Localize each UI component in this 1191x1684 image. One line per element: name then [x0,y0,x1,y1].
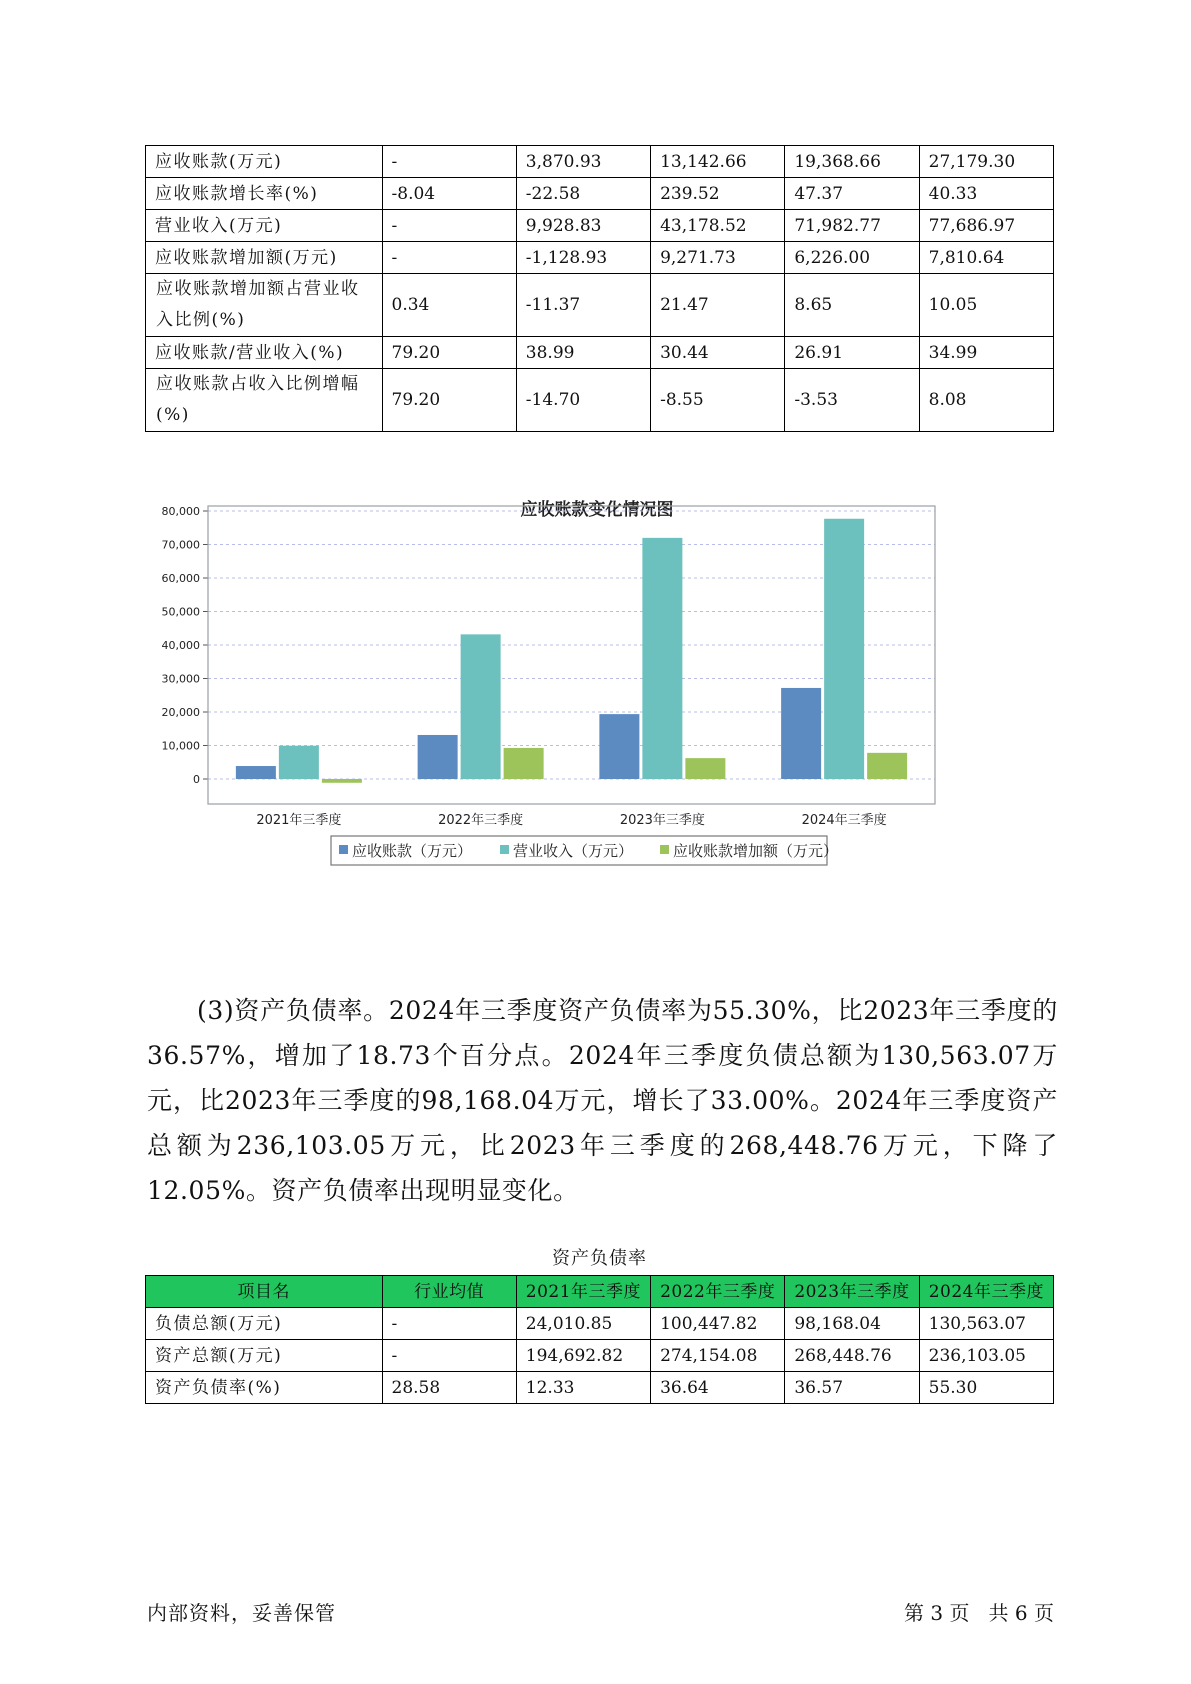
cell: -22.58 [516,178,650,210]
x-tick-label: 2023年三季度 [619,813,705,828]
y-tick-label: 40,000 [161,639,200,652]
y-tick-label: 0 [193,773,200,786]
table-row [146,1372,1054,1404]
cell: 7,810.64 [919,242,1053,274]
row-label: 应收账款增加额占营业收入比例(%) [146,274,383,337]
cell: 55.30 [919,1372,1053,1404]
header-cell: 2024年三季度 [919,1276,1053,1308]
chart-legend [331,836,838,865]
footer-confidential-note: 内部资料，妥善保管 [147,1601,336,1625]
cell: 36.57 [785,1372,919,1404]
x-tick-label: 2021年三季度 [256,813,342,828]
cell: 9,271.73 [651,242,785,274]
cell: 98,168.04 [785,1308,919,1340]
cell: 13,142.66 [651,146,785,178]
table-row [146,242,1054,274]
cell: 79.20 [382,369,516,432]
table-row [146,1308,1054,1340]
row-label: 负债总额(万元) [146,1308,383,1340]
row-label: 营业收入(万元) [146,210,383,242]
chart-svg [145,492,1025,952]
bar [599,714,639,779]
cell: -14.70 [516,369,650,432]
debt-ratio-table-title: 资产负债率 [552,1248,647,1269]
cell: 30.44 [651,337,785,369]
y-tick-label: 20,000 [161,706,200,719]
header-cell: 项目名 [146,1276,383,1308]
legend-swatch [660,845,669,854]
row-label: 资产负债率(%) [146,1372,383,1404]
y-tick-label: 60,000 [161,572,200,585]
table-row [146,369,1054,432]
header-cell: 2023年三季度 [785,1276,919,1308]
cell: 268,448.76 [785,1340,919,1372]
legend-label: 营业收入（万元） [513,842,634,860]
table-row [146,274,1054,337]
cell: 6,226.00 [785,242,919,274]
y-tick-label: 50,000 [161,605,200,619]
cell: 274,154.08 [651,1340,785,1372]
cell: 24,010.85 [516,1308,650,1340]
receivables-table [145,145,1054,432]
paragraph-text: (3)资产负债率。2024年三季度资产负债率为55.30%，比2023年三季度的36.57%，增加了18.73个百分点。2024年三季度负债总额为130,563.07万元，比2023年三季度的98,168.04万元，增长了33.00%。2024年三季度资产总额为236,103.05万元，比2023年三季度的268,448.76万元，下降了12.05%。资产负债率出现明显变化。 [147,996,1058,1205]
cell: 27,179.30 [919,146,1053,178]
cell: 21.47 [651,274,785,337]
legend-swatch [339,845,348,854]
table-row [146,146,1054,178]
cell: 71,982.77 [785,210,919,242]
cell: - [382,1340,516,1372]
cell: 47.37 [785,178,919,210]
cell: 3,870.93 [516,146,650,178]
footer-page-number [904,1597,1054,1626]
bar [322,779,362,783]
x-axis-ticks [256,812,886,828]
y-tick-label: 10,000 [161,739,200,753]
cell: -11.37 [516,274,650,337]
cell: 0.34 [382,274,516,337]
legend-swatch [500,845,509,854]
bar [781,688,821,779]
bar [685,758,725,779]
cell: - [382,242,516,274]
cell: 12.33 [516,1372,650,1404]
cell: -3.53 [785,369,919,432]
y-tick-label: 80,000 [161,505,200,518]
cell: 9,928.83 [516,210,650,242]
bar [461,634,501,779]
cell: 28.58 [382,1372,516,1404]
bar [504,748,544,779]
cell: 239.52 [651,178,785,210]
cell: 36.64 [651,1372,785,1404]
cell: 26.91 [785,337,919,369]
cell: -1,128.93 [516,242,650,274]
row-label: 资产总额(万元) [146,1340,383,1372]
header-cell: 2022年三季度 [651,1276,785,1308]
cell: 100,447.82 [651,1308,785,1340]
bar [824,519,864,779]
cell: 194,692.82 [516,1340,650,1372]
cell: 38.99 [516,337,650,369]
cell: 79.20 [382,337,516,369]
cell: 34.99 [919,337,1053,369]
row-label: 应收账款占收入比例增幅(%) [146,369,383,432]
cell: -8.55 [651,369,785,432]
table-row [146,178,1054,210]
cell: 40.33 [919,178,1053,210]
table-row [146,210,1054,242]
y-axis-ticks [162,505,209,786]
chart-bars [236,519,907,783]
bar [236,766,276,779]
debt-ratio-paragraph [147,988,1058,1213]
receivables-table-body [146,146,1054,432]
row-label: 应收账款增加额(万元) [146,242,383,274]
table-row [146,337,1054,369]
bar [418,735,458,779]
table-row [146,1340,1054,1372]
table-header-row [146,1276,1054,1308]
row-label: 应收账款(万元) [146,146,383,178]
header-cell: 2021年三季度 [516,1276,650,1308]
y-tick-label: 30,000 [161,672,200,686]
cell: 77,686.97 [919,210,1053,242]
cell: 130,563.07 [919,1308,1053,1340]
bar [867,753,907,779]
debt-ratio-table [145,1275,1054,1404]
legend-label: 应收账款（万元） [352,842,473,860]
debt-ratio-table-body [146,1276,1054,1404]
cell: -8.04 [382,178,516,210]
cell: - [382,1308,516,1340]
cell: 43,178.52 [651,210,785,242]
cell: 8.65 [785,274,919,337]
bar [279,746,319,779]
row-label: 应收账款/营业收入(%) [146,337,383,369]
receivables-chart [145,492,1025,952]
cell: 236,103.05 [919,1340,1053,1372]
header-cell: 行业均值 [382,1276,516,1308]
cell: - [382,146,516,178]
x-tick-label: 2022年三季度 [438,813,524,828]
bar [642,538,682,779]
row-label: 应收账款增长率(%) [146,178,383,210]
x-tick-label: 2024年三季度 [801,813,887,828]
cell: - [382,210,516,242]
y-tick-label: 70,000 [161,538,200,552]
cell: 19,368.66 [785,146,919,178]
chart-title: 应收账款变化情况图 [520,500,674,520]
cell: 10.05 [919,274,1053,337]
legend-label: 应收账款增加额（万元） [673,842,839,860]
page-number-text: 第 3 页 共 6 页 [904,1601,1054,1625]
cell: 8.08 [919,369,1053,432]
